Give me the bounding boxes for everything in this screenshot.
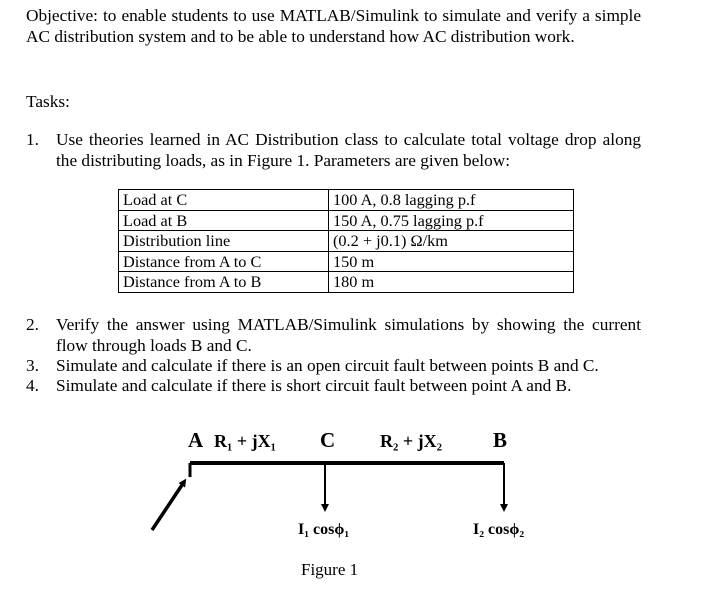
param-name: Load at C [119,190,329,211]
load-c-label: I₁ cosϕ₁ [298,521,350,538]
load-b-label: I₂ cosϕ₂ [473,521,525,538]
param-name: Load at B [119,210,329,231]
tasks-heading: Tasks: [26,92,70,111]
task-text: Simulate and calculate if there is an open circuit fault between points B and C. [56,356,599,375]
table-row [119,210,574,231]
distribution-diagram [0,420,706,590]
param-value: 150 m [329,251,574,272]
task-number: 4. [26,376,39,395]
node-c-label: C [320,428,336,452]
task-text: Verify the answer using MATLAB/Simulink simulations by showing the current flow through loads B and C. [56,315,641,355]
objective-paragraph: Objective: to enable students to use MATLAB/Simulink to simulate and verify a simple AC distribution system and to be able to understand how AC distribution work. [26,6,641,46]
segment2-label: R₂ + jX₂ [380,431,443,451]
table-row [119,251,574,272]
table-row [119,190,574,211]
node-a-label: A [188,428,204,452]
task-item-1 [26,130,641,172]
table-row [119,272,574,293]
task-number: 3. [26,356,39,375]
param-name: Distribution line [119,231,329,252]
param-value: 100 A, 0.8 lagging p.f [329,190,574,211]
task-number: 1. [26,130,39,149]
task-text: Simulate and calculate if there is short circuit fault between point A and B. [56,376,572,395]
task-item-2 [26,315,641,357]
param-value: 150 A, 0.75 lagging p.f [329,210,574,231]
task-item-3 [26,356,641,377]
param-name: Distance from A to C [119,251,329,272]
task-number: 2. [26,315,39,334]
param-value: 180 m [329,272,574,293]
supply-arrow [152,482,184,530]
figure-caption: Figure 1 [301,560,359,579]
table-row [119,231,574,252]
task-text: Use theories learned in AC Distribution class to calculate total voltage drop along the distributing loads, as in Figure 1. Parameters are given below: [56,130,641,170]
node-b-label: B [493,428,508,452]
param-name: Distance from A to B [119,272,329,293]
param-value: (0.2 + j0.1) Ω/km [329,231,574,252]
parameters-table [118,189,574,293]
segment1-label: R₁ + jX₁ [214,431,277,451]
task-item-4 [26,376,641,397]
